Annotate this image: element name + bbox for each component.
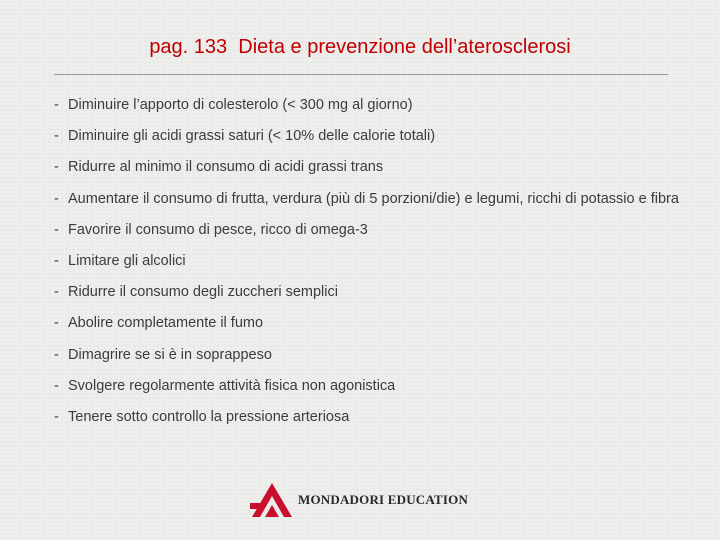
list-item-text: Ridurre il consumo degli zuccheri semplici	[68, 284, 338, 301]
bullet-marker: -	[54, 377, 59, 394]
list-item	[54, 252, 694, 270]
list-item	[54, 377, 694, 395]
list-item-text: Tenere sotto controllo la pressione arteriosa	[68, 408, 350, 425]
list-item-text: Dimagrire se si è in soprappeso	[68, 346, 272, 363]
list-item	[54, 408, 694, 426]
bullet-marker: -	[54, 346, 59, 363]
list-item	[54, 127, 694, 145]
logo-text: MONDADORI EDUCATION	[298, 492, 469, 507]
bullet-marker: -	[54, 252, 59, 269]
bullet-marker: -	[54, 159, 59, 176]
list-item-text: Aumentare il consumo di frutta, verdura (più di 5 porzioni/die) e legumi, ricchi di potassio e fibra	[68, 190, 679, 207]
list-item-text: Svolgere regolarmente attività fisica non agonistica	[68, 377, 396, 394]
bullet-marker: -	[54, 128, 59, 145]
page-title: pag. 133 Dieta e prevenzione dell’aterosclerosi	[149, 36, 571, 58]
list-item	[54, 158, 694, 176]
bullet-marker: -	[54, 97, 59, 113]
list-item	[54, 190, 694, 208]
list-item	[54, 314, 694, 332]
list-item	[54, 346, 694, 364]
list-item-text: Favorire il consumo di pesce, ricco di omega-3	[68, 221, 368, 238]
bullet-marker: -	[54, 408, 59, 425]
list-item	[54, 221, 694, 239]
list-item-text: Ridurre al minimo il consumo di acidi grassi trans	[68, 159, 384, 176]
mondadori-logo-icon	[250, 482, 294, 518]
bullet-marker: -	[54, 284, 59, 301]
bullet-marker: -	[54, 221, 59, 238]
bullet-marker: -	[54, 190, 59, 207]
bullet-marker: -	[54, 315, 59, 332]
title-divider	[54, 74, 668, 75]
list-item	[54, 283, 694, 301]
list-item-text: Limitare gli alcolici	[68, 252, 186, 269]
list-item	[54, 96, 694, 114]
list-item-text: Diminuire gli acidi grassi saturi (< 10% delle calorie totali)	[68, 128, 436, 145]
publisher-logo	[250, 480, 468, 520]
bullet-list	[54, 96, 694, 439]
list-item-text: Diminuire l’apporto di colesterolo (< 300 mg al giorno)	[68, 97, 413, 113]
list-item-text: Abolire completamente il fumo	[68, 315, 264, 332]
